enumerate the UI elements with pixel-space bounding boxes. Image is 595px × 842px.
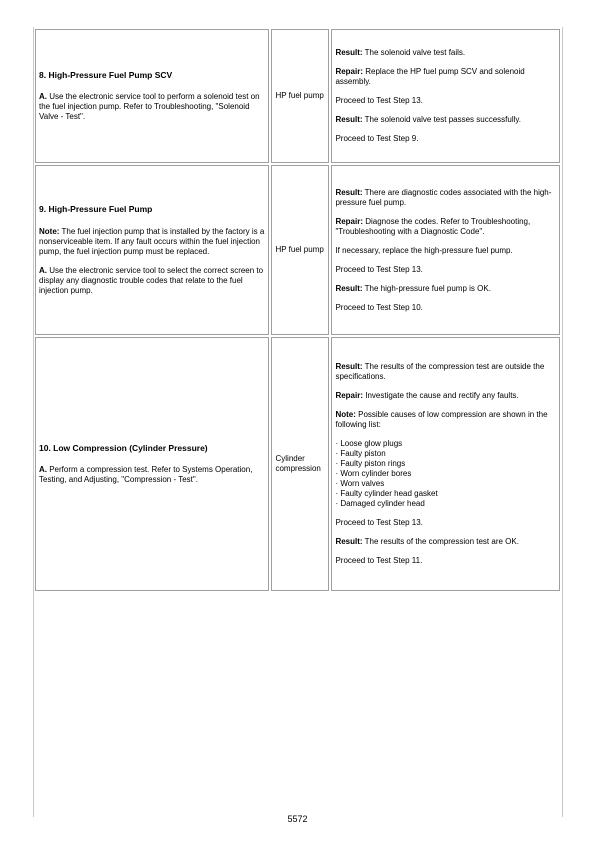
test-paragraph: [39, 465, 265, 485]
para-label: A.: [39, 92, 47, 102]
list-item: · Faulty piston: [335, 449, 386, 458]
proceed-paragraph: [335, 265, 556, 275]
para-text: Proceed to Test Step 9.: [335, 134, 419, 143]
proceed-paragraph: [335, 556, 556, 566]
results-cell: [331, 29, 560, 163]
para-label: Result:: [335, 283, 363, 293]
proceed-paragraph: [335, 518, 556, 528]
para-label: Note:: [335, 410, 356, 419]
table-row-step-10: [35, 337, 560, 591]
repair-paragraph: [335, 67, 556, 87]
para-text: Perform a compression test. Refer to Systems Operation, Testing, and Adjusting, "Compression - Test".: [39, 465, 253, 485]
step-title: 10. Low Compression (Cylinder Pressure): [39, 442, 208, 453]
para-label: Repair:: [335, 216, 363, 226]
component-label: Cylinder compression: [275, 454, 321, 473]
para-text: Proceed to Test Step 13.: [335, 264, 423, 274]
para-text: Replace the HP fuel pump SCV and solenoid assembly.: [335, 67, 525, 86]
para-text: The fuel injection pump that is installed by the factory is a nonserviceable item. If any fault occurs within the fuel injection pump, the fuel injection pump must be replaced.: [39, 226, 265, 256]
para-text: The solenoid valve test fails.: [362, 48, 466, 57]
para-label: Result:: [335, 537, 363, 546]
repair-paragraph: [335, 391, 556, 401]
proceed-paragraph: [335, 134, 556, 144]
test-paragraph: [39, 92, 265, 122]
result-paragraph: [335, 537, 556, 547]
list-item: · Worn valves: [335, 479, 385, 488]
list-item: · Loose glow plugs: [335, 439, 403, 448]
table-row-step-9: [35, 165, 560, 335]
proceed-paragraph: [335, 96, 556, 106]
component-label: HP fuel pump: [275, 91, 324, 100]
para-label: Result:: [335, 187, 363, 197]
para-label: Result:: [335, 48, 363, 57]
result-paragraph: [335, 284, 556, 294]
para-text: The solenoid valve test passes successfully.: [362, 115, 522, 124]
para-label: Repair:: [335, 391, 363, 400]
component-cell: [271, 337, 329, 591]
para-label: Result:: [335, 362, 363, 371]
step-title: 9. High-Pressure Fuel Pump: [39, 204, 153, 215]
component-label: HP fuel pump: [275, 245, 324, 254]
para-label: A.: [39, 465, 47, 475]
para-text: Possible causes of low compression are shown in the following list:: [335, 410, 548, 429]
result-paragraph: [335, 188, 556, 208]
result-paragraph: [335, 48, 556, 58]
para-text: Proceed to Test Step 13.: [335, 96, 423, 105]
test-step-cell: [35, 165, 269, 335]
para-label: Repair:: [335, 67, 363, 76]
causes-list: [335, 439, 556, 509]
test-step-cell: [35, 337, 269, 591]
table-row-step-8: [35, 29, 560, 163]
para-label: A.: [39, 265, 47, 275]
para-text: There are diagnostic codes associated with the high-pressure fuel pump.: [335, 187, 552, 207]
para-text: The results of the compression test are OK.: [362, 537, 519, 546]
note-paragraph: [335, 410, 556, 430]
para-text: The results of the compression test are outside the specifications.: [335, 362, 545, 381]
para-text: Diagnose the codes. Refer to Troubleshooting, "Troubleshooting with a Diagnostic Code".: [335, 216, 531, 236]
list-item: · Damaged cylinder head: [335, 499, 425, 508]
result-paragraph: [335, 115, 556, 125]
page-number: 5572: [287, 814, 308, 824]
component-cell: [271, 29, 329, 163]
test-step-cell: [35, 29, 269, 163]
list-item: · Faulty cylinder head gasket: [335, 489, 438, 498]
list-item: · Faulty piston rings: [335, 459, 406, 468]
para-label: Note:: [39, 226, 60, 236]
para-text: The high-pressure fuel pump is OK.: [362, 283, 491, 293]
para-text: Use the electronic service tool to perform a solenoid test on the fuel injection pump. Refer to Troubleshooting, "Solenoid Valve - Test".: [39, 92, 260, 122]
proceed-paragraph: [335, 303, 556, 313]
results-cell: [331, 165, 560, 335]
results-cell: [331, 337, 560, 591]
instruction-paragraph: [335, 246, 556, 256]
repair-paragraph: [335, 217, 556, 237]
para-text: If necessary, replace the high-pressure fuel pump.: [335, 245, 513, 255]
step-title: 8. High-Pressure Fuel Pump SCV: [39, 69, 173, 80]
troubleshooting-table: [33, 27, 562, 593]
para-text: Investigate the cause and rectify any faults.: [363, 391, 519, 400]
para-label: Result:: [335, 115, 363, 124]
component-cell: [271, 165, 329, 335]
note-paragraph: [39, 227, 265, 257]
para-text: Proceed to Test Step 11.: [335, 556, 423, 565]
test-paragraph: [39, 266, 265, 296]
para-text: Proceed to Test Step 10.: [335, 302, 423, 312]
list-item: · Worn cylinder bores: [335, 469, 412, 478]
result-paragraph: [335, 362, 556, 382]
para-text: Use the electronic service tool to select the correct screen to display any diagnostic trouble codes that relate to the fuel injection pump.: [39, 265, 264, 295]
para-text: Proceed to Test Step 13.: [335, 518, 423, 527]
